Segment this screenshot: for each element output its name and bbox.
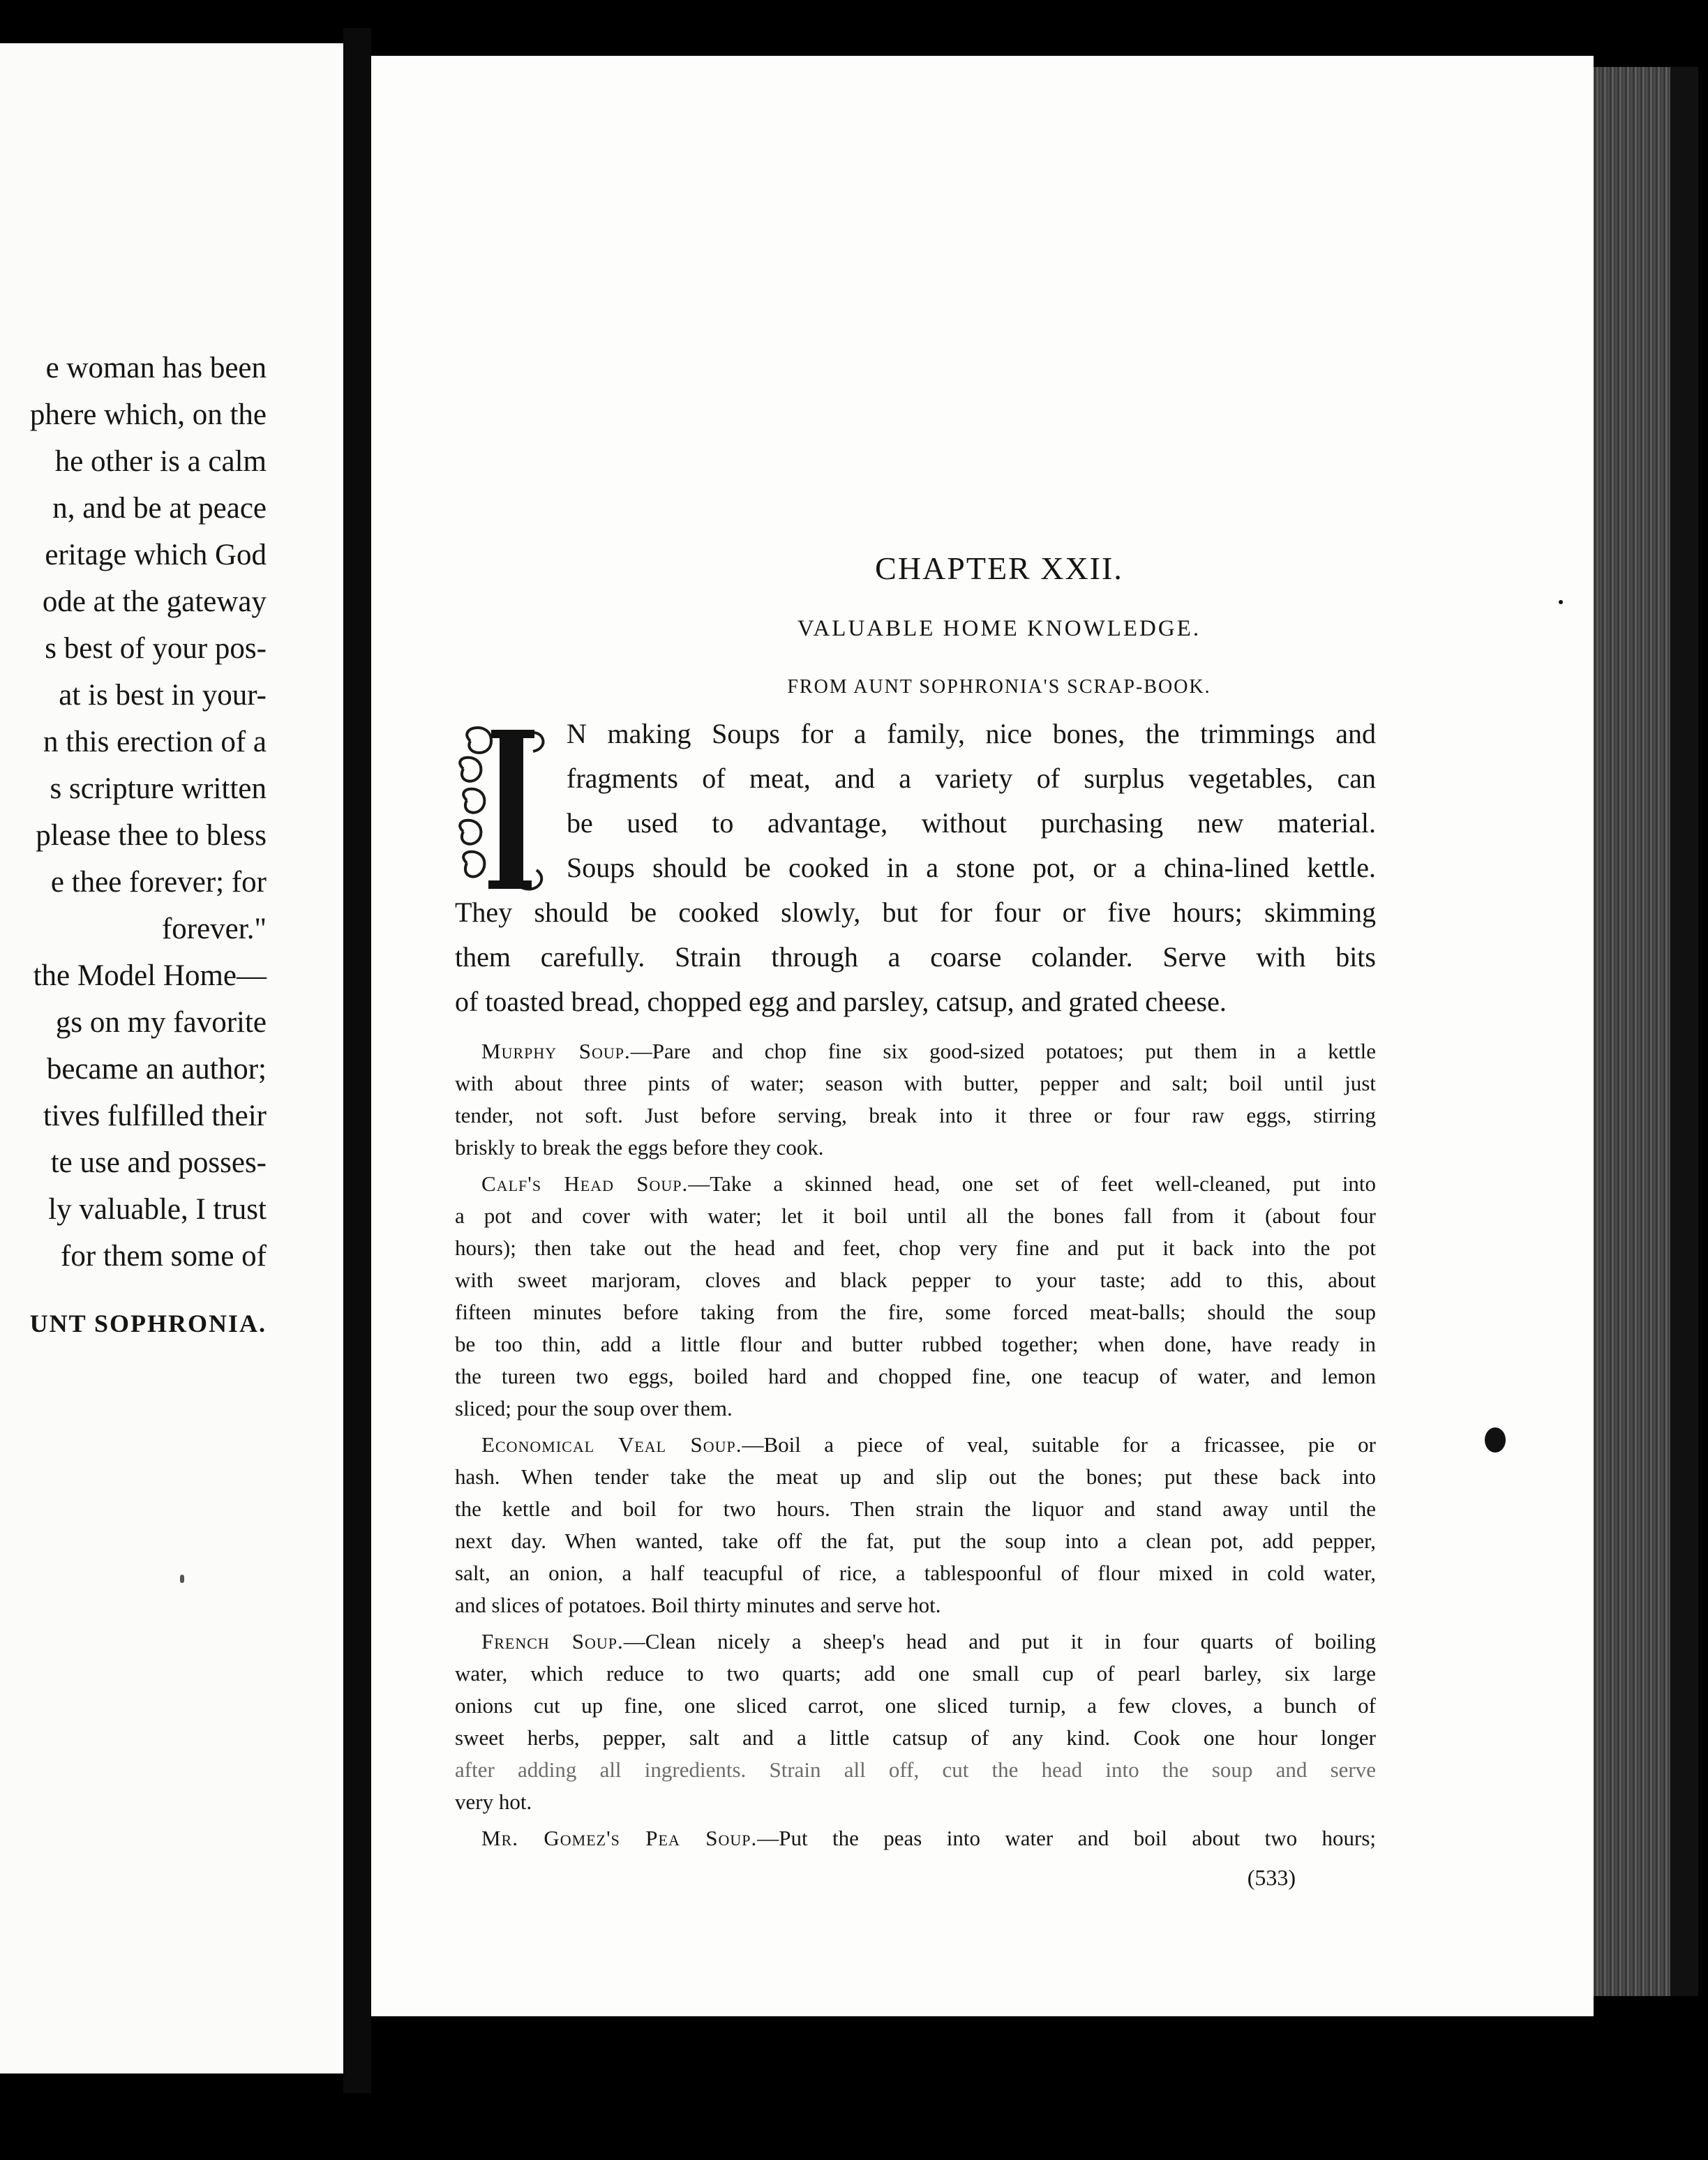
left-page-line: he other is a calm xyxy=(54,445,267,478)
page-edge-shadow xyxy=(1670,67,1698,1996)
ink-speck xyxy=(1687,1973,1693,1993)
recipe-text: briskly to break the eggs before they cook. xyxy=(455,1135,824,1160)
left-page-line: the Model Home— xyxy=(33,959,267,992)
recipe-title: Calf's Head Soup. xyxy=(481,1171,689,1196)
left-page-line: forever." xyxy=(161,913,267,945)
recipe-text: a pot and cover with water; let it boil until all the bones fall from it (about four xyxy=(455,1203,1376,1228)
recipe-text: after adding all ingredients. Strain all off, cut the head into the soup and serve xyxy=(455,1757,1376,1782)
left-page-line: s best of your pos- xyxy=(45,632,267,665)
left-page-line: please thee to bless xyxy=(36,819,267,852)
recipe-line xyxy=(455,1360,1376,1393)
recipe-line xyxy=(455,1328,1376,1360)
recipe-text: —Take a skinned head, one set of feet well-cleaned, put into xyxy=(688,1171,1376,1196)
left-page-line: ode at the gateway xyxy=(42,585,267,618)
ink-blot xyxy=(1485,1427,1506,1453)
left-page-line: at is best in your- xyxy=(59,679,267,712)
recipe-line xyxy=(455,1722,1376,1754)
book-gutter xyxy=(343,28,371,2093)
recipe-text: fifteen minutes before taking from the fire, some forced meat-balls; should the soup xyxy=(455,1300,1376,1324)
recipe-line xyxy=(455,1658,1376,1690)
recipe-line xyxy=(455,1822,1376,1854)
left-page-line: gs on my favorite xyxy=(55,1006,267,1039)
intro-line: Soups should be cooked in a stone pot, or a china-lined kettle. xyxy=(567,852,1376,883)
intro-line: N making Soups for a family, nice bones, the trimmings and xyxy=(567,718,1376,749)
recipe-text: be too thin, add a little flour and butter rubbed together; when done, have ready in xyxy=(455,1332,1376,1356)
recipe-text: tender, not soft. Just before serving, break into it three or four raw eggs, stirring xyxy=(455,1103,1376,1127)
ink-speck xyxy=(180,1575,184,1583)
recipe-line xyxy=(455,1200,1376,1232)
intro-line: of toasted bread, chopped egg and parsley, catsup, and grated cheese. xyxy=(455,986,1227,1017)
recipe-text: —Pare and chop fine six good-sized potatoes; put them in a kettle xyxy=(630,1039,1376,1063)
recipes-list xyxy=(455,1035,1376,1854)
right-page xyxy=(371,56,1594,2016)
recipe-title: Murphy Soup. xyxy=(481,1039,631,1063)
ornamental-initial-icon xyxy=(449,720,554,901)
recipe-title: Economical Veal Soup. xyxy=(481,1432,742,1457)
intro-line: be used to advantage, without purchasing new material. xyxy=(567,807,1376,839)
recipe-text: with about three pints of water; season with butter, pepper and salt; boil until just xyxy=(455,1071,1376,1095)
recipe-text: the kettle and boil for two hours. Then strain the liquor and stand away until the xyxy=(455,1497,1376,1521)
recipe-line xyxy=(455,1626,1376,1658)
recipe-title: French Soup. xyxy=(481,1629,624,1653)
recipe-line xyxy=(455,1525,1376,1557)
recipe-line xyxy=(455,1100,1376,1132)
recipe-line xyxy=(455,1067,1376,1100)
recipe-line xyxy=(455,1296,1376,1328)
recipe-text: with sweet marjoram, cloves and black pepper to your taste; add to this, about xyxy=(455,1268,1376,1292)
recipe-entry xyxy=(455,1626,1376,1818)
chapter-source: FROM AUNT SOPHRONIA'S SCRAP-BOOK. xyxy=(787,676,1211,698)
recipe-line xyxy=(455,1461,1376,1493)
recipe-line xyxy=(455,1264,1376,1296)
recipe-text: sweet herbs, pepper, salt and a little catsup of any kind. Cook one hour longer xyxy=(455,1725,1376,1750)
recipe-text: salt, an onion, a half teacupful of rice, a tablespoonful of flour mixed in cold water, xyxy=(455,1561,1376,1585)
recipe-text: hash. When tender take the meat up and slip out the bones; put these back into xyxy=(455,1464,1376,1489)
left-page-line: e woman has been xyxy=(45,352,267,384)
recipe-text: water, which reduce to two quarts; add one small cup of pearl barley, six large xyxy=(455,1661,1376,1686)
recipe-entry xyxy=(455,1822,1376,1854)
left-page-line: s scripture written xyxy=(50,772,267,805)
intro-line: They should be cooked slowly, but for four or five hours; skimming xyxy=(455,897,1376,928)
recipe-line xyxy=(455,1429,1376,1461)
chapter-heading: CHAPTER XXII. xyxy=(875,550,1123,586)
left-page-line: ly valuable, I trust xyxy=(48,1193,267,1226)
left-page-text xyxy=(0,345,267,1338)
intro-line: them carefully. Strain through a coarse colander. Serve with bits xyxy=(455,941,1376,973)
recipe-entry xyxy=(455,1035,1376,1164)
left-page-line: tives fulfilled their xyxy=(43,1100,267,1132)
recipe-text: very hot. xyxy=(455,1790,532,1814)
intro-line: fragments of meat, and a variety of surplus vegetables, can xyxy=(567,763,1376,794)
recipe-line xyxy=(455,1393,1376,1425)
intro-paragraph xyxy=(455,712,1376,1024)
left-page-line: e thee forever; for xyxy=(50,866,267,899)
recipe-line xyxy=(455,1132,1376,1164)
recipe-line xyxy=(455,1589,1376,1621)
left-page-line: eritage which God xyxy=(45,539,267,571)
left-page-line: te use and posses- xyxy=(50,1146,267,1179)
recipe-text: —Boil a piece of veal, suitable for a fricassee, pie or xyxy=(742,1432,1376,1457)
recipe-title: Mr. Gomez's Pea Soup. xyxy=(481,1826,758,1850)
recipe-line xyxy=(455,1232,1376,1264)
recipe-text: onions cut up fine, one sliced carrot, one sliced turnip, a few cloves, a bunch of xyxy=(455,1693,1376,1718)
left-page-signature: UNT SOPHRONIA. xyxy=(29,1310,267,1337)
recipe-text: sliced; pour the soup over them. xyxy=(455,1396,733,1420)
ink-speck xyxy=(1559,600,1563,604)
recipe-text: —Clean nicely a sheep's head and put it in four quarts of boiling xyxy=(623,1629,1376,1653)
recipe-text: and slices of potatoes. Boil thirty minutes and serve hot. xyxy=(455,1593,941,1617)
recipe-entry xyxy=(455,1168,1376,1425)
left-page-line: n, and be at peace xyxy=(52,492,267,525)
recipe-line xyxy=(455,1168,1376,1200)
left-page-line: for them some of xyxy=(61,1240,267,1273)
recipe-line xyxy=(455,1035,1376,1067)
left-page xyxy=(0,43,343,2073)
left-page-line: phere which, on the xyxy=(29,398,267,431)
recipe-line xyxy=(455,1690,1376,1722)
page-edge xyxy=(1594,67,1670,1996)
page-number: (533) xyxy=(1247,1865,1296,1890)
page-content xyxy=(455,544,1376,1896)
left-page-line: n this erection of a xyxy=(43,726,267,758)
left-page-line: became an author; xyxy=(46,1053,267,1086)
recipe-line xyxy=(455,1557,1376,1589)
recipe-line xyxy=(455,1493,1376,1525)
recipe-text: next day. When wanted, take off the fat, put the soup into a clean pot, add pepper, xyxy=(455,1529,1376,1553)
recipe-text: —Put the peas into water and boil about two hours; xyxy=(757,1826,1377,1850)
recipe-line xyxy=(455,1754,1376,1786)
chapter-subtitle: VALUABLE HOME KNOWLEDGE. xyxy=(797,616,1201,641)
recipe-text: hours); then take out the head and feet, chop very fine and put it back into the pot xyxy=(455,1236,1376,1260)
recipe-line xyxy=(455,1786,1376,1818)
recipe-entry xyxy=(455,1429,1376,1621)
recipe-text: the tureen two eggs, boiled hard and chopped fine, one teacup of water, and lemon xyxy=(455,1364,1376,1388)
